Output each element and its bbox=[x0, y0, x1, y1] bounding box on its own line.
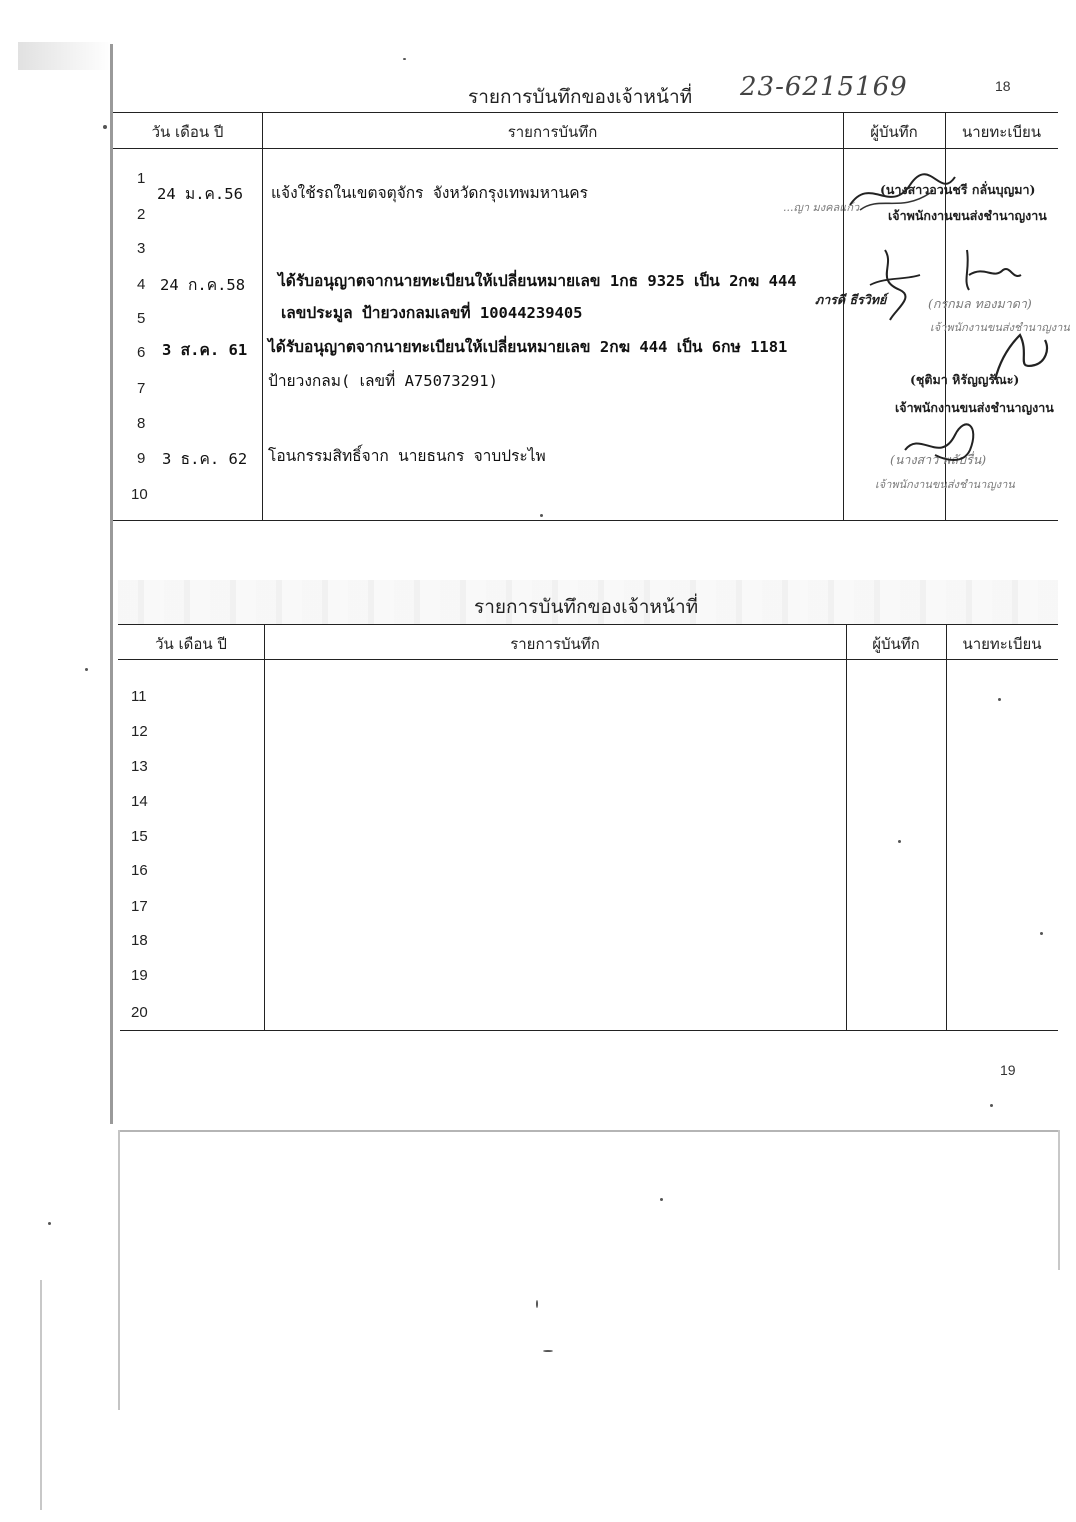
registrar-stamp-name: (นางสาวอวนชรี กลั่นบุญมา) bbox=[880, 182, 1036, 197]
scan-speck bbox=[660, 1198, 663, 1201]
scan-speck bbox=[898, 840, 901, 843]
header-bottom-border bbox=[118, 659, 1058, 660]
registrar-stamp-title: เจ้าพนักงานขนส่งชำนาญงาน bbox=[875, 478, 1015, 491]
column-divider bbox=[262, 112, 263, 520]
row-number: 13 bbox=[131, 758, 148, 775]
header-date: วัน เดือน ปี bbox=[151, 123, 224, 141]
row-number: 15 bbox=[131, 828, 148, 845]
header-registrar: นายทะเบียน bbox=[961, 123, 1042, 141]
row-number: 8 bbox=[137, 415, 146, 432]
table-top-border bbox=[113, 112, 1058, 113]
entry-date: 3 ส.ค. 61 bbox=[162, 341, 248, 359]
registrar-stamp-name: (กรกมล ทองมาดา) bbox=[928, 296, 1032, 311]
registrar-stamp-title: เจ้าพนักงานขนส่งชำนาญงาน bbox=[888, 208, 1047, 223]
row-number: 2 bbox=[137, 206, 146, 223]
faint-officer-stamp: ...ญา มงคลแก้ว bbox=[783, 201, 860, 214]
registrar-stamp-name: (นางสาว พลับรื่น) bbox=[890, 452, 987, 467]
far-left-edge bbox=[40, 1280, 42, 1510]
entry-text: แจ้งใช้รถในเขตจตุจักร จังหวัดกรุงเทพมหานคร bbox=[271, 184, 588, 202]
registrar-stamp-title: เจ้าพนักงานขนส่งชำนาญงาน bbox=[895, 400, 1054, 415]
header-record: รายการบันทึก bbox=[510, 635, 600, 653]
table-bottom-border bbox=[113, 520, 1058, 521]
lower-page-title: รายการบันทึกของเจ้าหน้าที่ bbox=[474, 596, 699, 618]
scan-speck bbox=[543, 1350, 553, 1352]
row-number: 11 bbox=[131, 688, 147, 705]
entry-text: ได้รับอนุญาตจากนายทะเบียนให้เปลี่ยนหมายเลข 1กธ 9325 เป็น 2กฆ 444 bbox=[278, 272, 797, 290]
scan-speck bbox=[48, 1222, 51, 1225]
scan-speck bbox=[85, 668, 88, 671]
row-number: 20 bbox=[131, 1004, 148, 1021]
scan-speck bbox=[540, 514, 543, 517]
signature-4 bbox=[985, 325, 1055, 385]
entry-text: เลขประมูล ป้ายวงกลมเลขที่ 10044239405 bbox=[281, 304, 583, 322]
table-top-border bbox=[118, 624, 1058, 625]
row-number: 5 bbox=[137, 310, 146, 327]
row-number: 6 bbox=[137, 344, 146, 361]
scan-speck bbox=[998, 698, 1001, 701]
entry-date: 24 ม.ค.56 bbox=[157, 185, 243, 203]
row-number: 18 bbox=[131, 932, 148, 949]
scan-speck bbox=[1040, 932, 1043, 935]
column-divider bbox=[846, 624, 847, 1030]
page-left-edge bbox=[110, 44, 113, 1124]
row-number: 19 bbox=[131, 967, 148, 984]
table-bottom-border bbox=[120, 1030, 1058, 1031]
scan-speck bbox=[103, 125, 107, 129]
row-number: 17 bbox=[131, 898, 148, 915]
entry-text: โอนกรรมสิทธิ์จาก นายธนกร จาบประไพ bbox=[268, 447, 546, 465]
right-edge bbox=[1058, 1130, 1060, 1270]
header-recorder: ผู้บันทึก bbox=[872, 635, 920, 653]
registrar-stamp-title: เจ้าพนักงานขนส่งชำนาญงาน bbox=[930, 321, 1070, 334]
row-number: 14 bbox=[131, 793, 148, 810]
row-number: 9 bbox=[137, 450, 146, 467]
header-record: รายการบันทึก bbox=[507, 123, 598, 141]
scan-speck bbox=[536, 1300, 538, 1308]
signature-2 bbox=[855, 245, 935, 325]
row-number: 1 bbox=[137, 170, 146, 187]
entry-date: 24 ก.ค.58 bbox=[160, 276, 246, 294]
scan-smudge bbox=[18, 42, 113, 70]
row-number: 3 bbox=[137, 240, 146, 257]
page-number-19: 19 bbox=[1000, 1062, 1016, 1078]
column-divider bbox=[946, 624, 947, 1030]
row-number: 4 bbox=[137, 276, 146, 293]
header-bottom-border bbox=[113, 148, 1058, 149]
entry-text: ได้รับอนุญาตจากนายทะเบียนให้เปลี่ยนหมายเลข 2กฆ 444 เป็น 6กษ 1181 bbox=[268, 338, 788, 356]
row-number: 16 bbox=[131, 862, 148, 879]
entry-text: ป้ายวงกลม( เลขที่ A75073291) bbox=[268, 372, 498, 390]
signature-1 bbox=[840, 165, 960, 225]
column-divider bbox=[264, 624, 265, 1030]
signature-5 bbox=[895, 410, 995, 470]
recorder-stamp-name: ภารดี ธีรวิทย์ bbox=[815, 292, 887, 307]
row-number: 7 bbox=[137, 380, 146, 397]
lower-left-edge bbox=[118, 1130, 120, 1410]
header-date: วัน เดือน ปี bbox=[155, 635, 227, 653]
registrar-stamp-name: (ชุติมา หิรัญญรัณะ) bbox=[910, 372, 1020, 387]
scan-speck bbox=[990, 1104, 993, 1107]
row-number: 12 bbox=[131, 723, 148, 740]
header-recorder: ผู้บันทึก bbox=[870, 123, 918, 141]
header-registrar: นายทะเบียน bbox=[962, 635, 1042, 653]
upper-page-title: รายการบันทึกของเจ้าหน้าที่ bbox=[468, 86, 693, 108]
page-bottom-edge bbox=[118, 1130, 1058, 1132]
handwritten-registration-number: 23-6215169 bbox=[740, 72, 908, 102]
page-number-18: 18 bbox=[995, 78, 1011, 94]
entry-date: 3 ธ.ค. 62 bbox=[162, 450, 248, 468]
row-number: 10 bbox=[131, 486, 148, 503]
scan-speck bbox=[403, 58, 406, 60]
signature-3 bbox=[955, 245, 1025, 295]
